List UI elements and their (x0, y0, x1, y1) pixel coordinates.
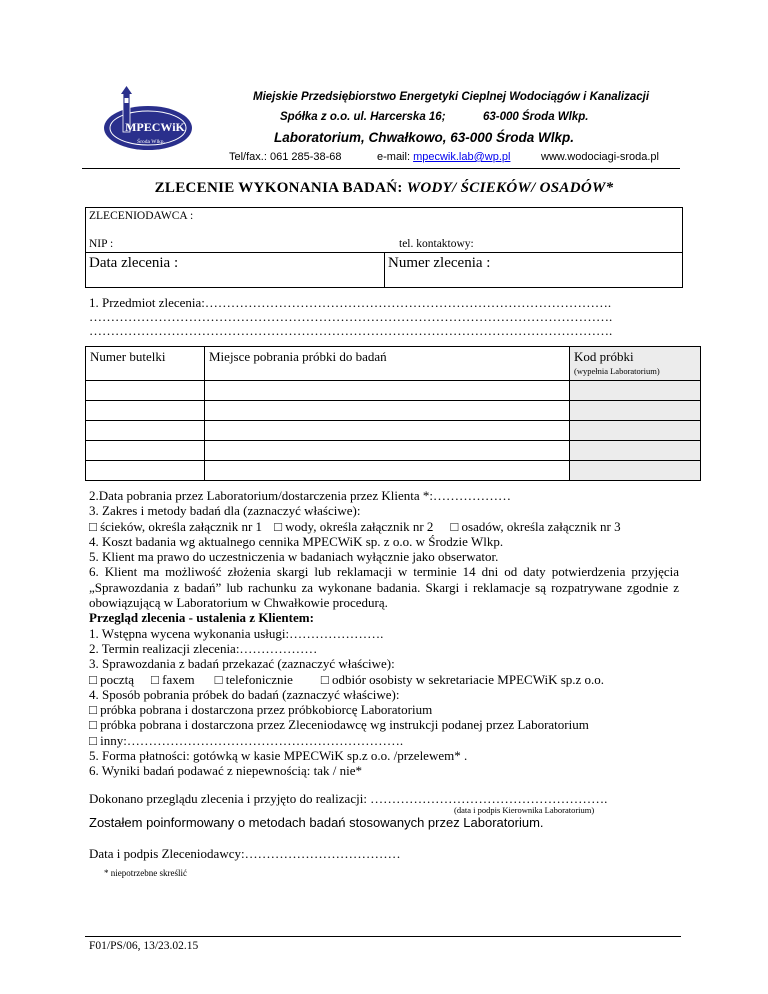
form-code: F01/PS/06, 13/23.02.15 (89, 940, 199, 952)
tel-contact-label[interactable]: tel. kontaktowy: (399, 238, 474, 250)
table-cell (570, 441, 701, 461)
opt-sciekow[interactable]: □ ścieków, określa załącznik nr 1 (89, 518, 263, 534)
review-3-options (89, 672, 679, 687)
table-cell[interactable] (86, 381, 205, 401)
przedmiot-section (89, 296, 612, 338)
email-link[interactable]: mpecwik.lab@wp.pl (413, 151, 511, 163)
przeglad-heading: Przegląd zlecenia - ustalenia z Klientem: (89, 610, 314, 626)
header-divider (82, 168, 680, 169)
svg-text:MPECWiK: MPECWiK (125, 120, 185, 134)
header-kod-probki (570, 347, 701, 381)
table-cell[interactable] (205, 381, 570, 401)
table-cell[interactable] (205, 441, 570, 461)
section-6: 6. Klient ma możliwość złożenia skargi lub reklamacji w terminie 14 dni od daty potwierdzenia przyjęcia „Sprawozdania z badań” lub rachunku za wykonane badania. Skargi i reklamacje są rozpatrywane zgodnie z obowiązującą w Laboratorium w Chwałkowie procedurą. (89, 564, 679, 611)
table-cell[interactable] (86, 461, 205, 481)
opt-odbior[interactable]: □ odbiór osobisty w sekretariacie MPECWiK sp.z o.o. (320, 671, 605, 687)
document-title (0, 180, 768, 197)
dokonano-line[interactable]: Dokonano przeglądu zlecenia i przyjęto do realizacji: ………………………………………………. (89, 791, 608, 806)
section-5: 5. Klient ma prawo do uczestniczenia w badaniach wyłącznie jako obserwator. (89, 549, 499, 565)
company-city: 63-000 Środa Wlkp. (483, 111, 589, 123)
footnote: * niepotrzebne skreślić (104, 868, 187, 878)
opt-inny[interactable]: □ inny:………………………………………………………. (89, 732, 404, 748)
table-row (86, 381, 701, 401)
review-1[interactable]: 1. Wstępna wycena wykonania usługi:…………………. (89, 625, 384, 641)
table-cell (570, 381, 701, 401)
opt-wody[interactable]: □ wody, określa załącznik nr 2 (274, 518, 434, 534)
footer-divider (85, 936, 681, 937)
company-name: Miejskie Przedsiębiorstwo Energetyki Cieplnej Wodociągów i Kanalizacji (253, 91, 650, 103)
tel-fax: Tel/fax.: 061 285-38-68 (229, 151, 342, 163)
nip-label[interactable]: NIP : (89, 238, 114, 250)
section-2[interactable]: 2.Data pobrania przez Laboratorium/dostarczenia przez Klienta *:……………… (89, 488, 511, 503)
table-cell (570, 401, 701, 421)
table-row (86, 461, 701, 481)
sample-table (85, 346, 701, 481)
table-row (86, 401, 701, 421)
table-cell[interactable] (86, 421, 205, 441)
opt-osadow[interactable]: □ osadów, określa załącznik nr 3 (450, 518, 621, 534)
title-italic: WODY/ ŚCIEKÓW/ OSADÓW* (406, 180, 614, 196)
header-numer-butelki: Numer butelki (86, 347, 205, 381)
table-header-row (86, 347, 701, 381)
table-row (86, 421, 701, 441)
table-cell (570, 461, 701, 481)
section-3-options (89, 519, 679, 534)
przedmiot-line-1[interactable]: 1. Przedmiot zlecenia:…………………………………………………………………………………. (89, 295, 612, 310)
client-box-divider (384, 252, 385, 288)
review-6[interactable]: 6. Wyniki badań podawać z niepewnością: tak / nie* (89, 763, 362, 779)
table-cell[interactable] (205, 461, 570, 481)
opt-zleceniodawca[interactable]: □ próbka pobrana i dostarczona przez Zleceniodawcę wg instrukcji podanej przez Laboratorium (89, 717, 589, 733)
section-4: 4. Koszt badania wg aktualnego cennika MPECWiK sp. z o.o. w Środzie Wlkp. (89, 533, 504, 549)
email-row (377, 151, 510, 163)
header-miejsce-pobrania: Miejsce pobrania próbki do badań (205, 347, 570, 381)
opt-faxem[interactable]: □ faxem (151, 671, 195, 687)
review-2[interactable]: 2. Termin realizacji zlecenia:……………… (89, 640, 318, 656)
company-logo (103, 86, 198, 152)
opt-telefonicznie[interactable]: □ telefonicznie (214, 671, 293, 687)
review-4: 4. Sposób pobrania próbek do badań (zaznaczyć właściwe): (89, 686, 400, 702)
przedmiot-line-2[interactable]: …………………………………………………………………………………………………………. (89, 309, 613, 324)
table-cell[interactable] (86, 401, 205, 421)
svg-text:Środa Wlkp.: Środa Wlkp. (137, 139, 165, 145)
table-cell[interactable] (205, 421, 570, 441)
company-address: Spółka z o.o. ul. Harcerska 16; (280, 111, 446, 123)
website[interactable]: www.wodociagi-sroda.pl (541, 151, 659, 163)
review-3: 3. Sprawozdania z badań przekazać (zaznaczyć właściwe): (89, 656, 395, 672)
data-zlecenia-label[interactable]: Data zlecenia : (89, 255, 179, 271)
client-box-hline (85, 252, 683, 253)
section-3: 3. Zakres i metody badań dla (zaznaczyć właściwe): (89, 503, 361, 519)
lab-address: Laboratorium, Chwałkowo, 63-000 Środa Wlkp. (274, 130, 575, 145)
kod-probki-note: (wypełnia Laboratorium) (574, 366, 660, 376)
poinformowany-statement: Zostałem poinformowany o metodach badań stosowanych przez Laboratorium. (89, 815, 544, 830)
zleceniodawca-label[interactable]: ZLECENIODAWCA : (89, 210, 194, 222)
numer-zlecenia-label[interactable]: Numer zlecenia : (388, 255, 491, 271)
title-main: ZLECENIE WYKONANIA BADAŃ: (154, 180, 407, 196)
przedmiot-line-3[interactable]: …………………………………………………………………………………………………………. (89, 323, 613, 338)
table-cell (570, 421, 701, 441)
kierownik-signature-caption: (data i podpis Kierownika Laboratorium) (454, 805, 595, 815)
email-label: e-mail: (377, 151, 411, 163)
table-cell[interactable] (205, 401, 570, 421)
table-row (86, 441, 701, 461)
table-cell[interactable] (86, 441, 205, 461)
review-5[interactable]: 5. Forma płatności: gotówką w kasie MPECWiK sp.z o.o. /przelewem* . (89, 748, 468, 764)
main-sections (89, 488, 679, 779)
opt-poczta[interactable]: □ pocztą (89, 671, 135, 687)
opt-probkobiorca[interactable]: □ próbka pobrana i dostarczona przez próbkobiorcę Laboratorium (89, 702, 433, 718)
client-signature-line[interactable]: Data i podpis Zleceniodawcy:……………………………… (89, 846, 401, 861)
kod-probki-label: Kod próbki (574, 349, 634, 364)
